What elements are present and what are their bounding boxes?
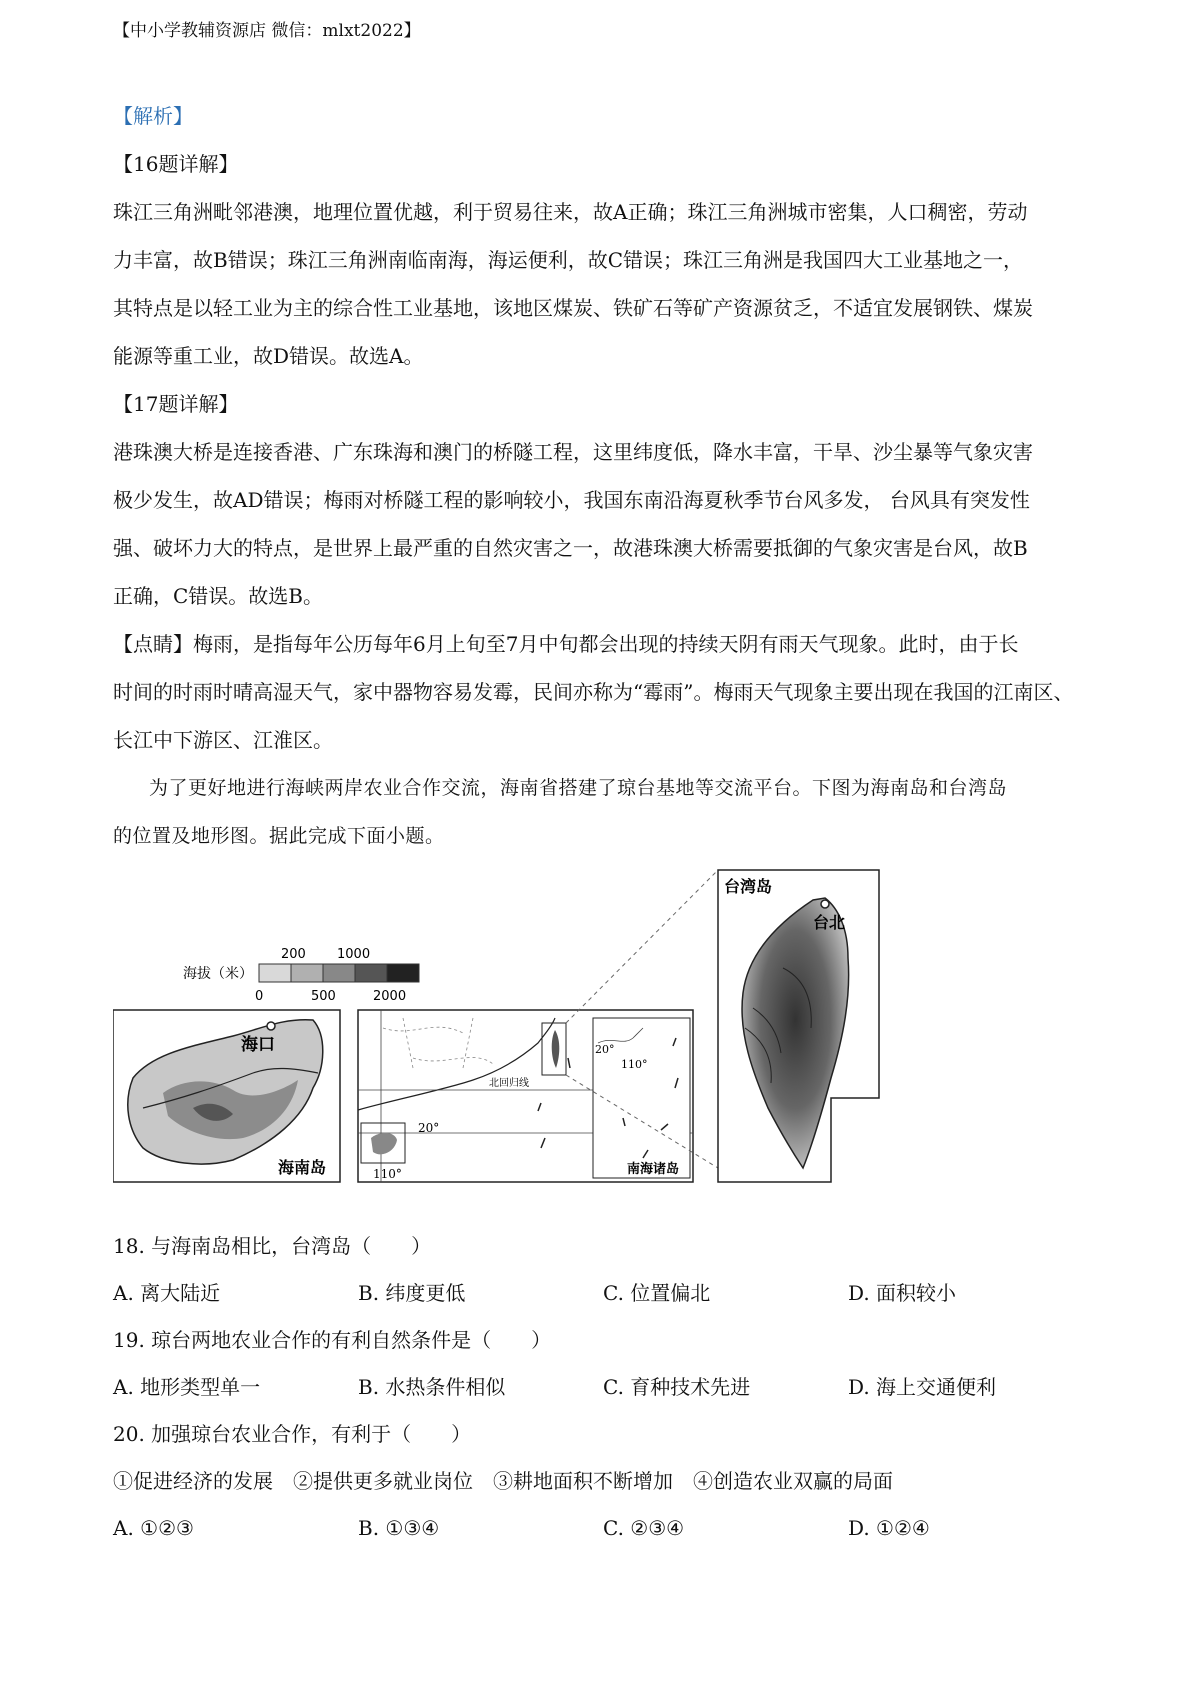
legend-swatch (387, 964, 419, 982)
legend-tick: 500 (311, 989, 336, 1004)
question-18-stem: 18. 与海南岛相比，台湾岛（ ） (113, 1234, 432, 1258)
inset-lon: 110° (621, 1058, 648, 1071)
intro-line: 为了更好地进行海峡两岸农业合作交流，海南省搭建了琼台基地等交流平台。下图为海南岛和台湾岛 (149, 777, 1008, 799)
question-20-statements: ①促进经济的发展 ②提供更多就业岗位 ③耕地面积不断增加 ④创造农业双赢的局面 (113, 1469, 893, 1493)
q17-line: 极少发生，故AD错误；梅雨对桥隧工程的影响较小，我国东南沿海夏秋季节台风多发， 台风具有突发性 (113, 488, 1030, 512)
question-18-options (113, 1270, 1093, 1317)
q16-title: 【16题详解】 (113, 152, 239, 176)
hainan-panel (113, 1010, 340, 1182)
option-c: C. ②③④ (603, 1516, 685, 1540)
legend-swatch (323, 964, 355, 982)
taipei-label: 台北 (813, 913, 846, 932)
connector-line (566, 870, 718, 1023)
map-svg (113, 868, 1093, 1223)
question-20-options (113, 1505, 1093, 1552)
q16-line: 其特点是以轻工业为主的综合性工业基地，该地区煤炭、铁矿石等矿产资源贫乏，不适宜发展钢铁、煤炭 (113, 296, 1033, 320)
option-a: A. ①②③ (113, 1516, 194, 1540)
option-d: D. 海上交通便利 (848, 1375, 997, 1399)
dianjing-line: 长江中下游区、江淮区。 (113, 728, 333, 752)
legend-swatch (355, 964, 387, 982)
q16-line: 珠江三角洲毗邻港澳，地理位置优越，利于贸易往来，故A正确；珠江三角洲城市密集，人口稠密，劳动 (113, 200, 1028, 224)
q17-line: 正确，C错误。故选B。 (113, 584, 323, 608)
q16-line: 力丰富，故B错误；珠江三角洲南临南海，海运便利，故C错误；珠江三角洲是我国四大工业基地之一， (113, 248, 1023, 272)
question-19-options (113, 1364, 1093, 1411)
elevation-legend (183, 947, 419, 1004)
lat-label: 20° (418, 1121, 440, 1135)
legend-tick: 0 (255, 989, 264, 1004)
hainan-label: 海南岛 (278, 1158, 327, 1177)
option-a: A. 离大陆近 (113, 1281, 221, 1305)
legend-tick: 200 (281, 947, 306, 962)
taiwan-panel (718, 870, 879, 1182)
legend-tick: 2000 (373, 989, 407, 1004)
taiwan-label: 台湾岛 (724, 877, 773, 896)
location-panel (358, 1010, 693, 1182)
dianjing-line: 【点睛】梅雨，是指每年公历每年6月上旬至7月中旬都会出现的持续天阴有雨天气现象。此时，由于长 (113, 632, 1019, 656)
haikou-label: 海口 (241, 1035, 275, 1055)
option-b: B. 水热条件相似 (358, 1375, 506, 1399)
question-20-stem: 20. 加强琼台农业合作，有利于（ ） (113, 1422, 472, 1446)
legend-tick: 1000 (337, 947, 371, 962)
option-b: B. 纬度更低 (358, 1281, 466, 1305)
question-19-stem: 19. 琼台两地农业合作的有利自然条件是（ ） (113, 1328, 552, 1352)
page-header-watermark: 【中小学教辅资源店 微信：mlxt2022】 (113, 21, 421, 41)
dianjing-line: 时间的时雨时晴高湿天气，家中器物容易发霉，民间亦称为“霉雨”。梅雨天气现象主要出现在我国的江南区、 (113, 680, 1074, 704)
nanhai-label: 南海诸岛 (627, 1162, 680, 1177)
legend-title: 海拔（米） (183, 966, 253, 982)
option-c: C. 位置偏北 (603, 1281, 711, 1305)
map-figure (113, 868, 1093, 1223)
legend-swatch (259, 964, 291, 982)
intro-line: 的位置及地形图。据此完成下面小题。 (113, 825, 445, 847)
option-a: A. 地形类型单一 (113, 1375, 261, 1399)
nanhai-inset (593, 1018, 690, 1178)
q17-line: 港珠澳大桥是连接香港、广东珠海和澳门的桥隧工程，这里纬度低，降水丰富，干旱、沙尘暴等气象灾害 (113, 440, 1033, 464)
option-d: D. 面积较小 (848, 1281, 957, 1305)
lon-label: 110° (373, 1167, 402, 1181)
option-d: D. ①②④ (848, 1516, 930, 1540)
q17-title: 【17题详解】 (113, 392, 239, 416)
option-c: C. 育种技术先进 (603, 1375, 751, 1399)
haikou-dot (267, 1022, 275, 1030)
option-b: B. ①③④ (358, 1516, 440, 1540)
q16-line: 能源等重工业，故D错误。故选A。 (113, 344, 424, 368)
document-body (113, 92, 1093, 1552)
q17-line: 强、破坏力大的特点，是世界上最严重的自然灾害之一，故港珠澳大桥需要抵御的气象灾害是台风，故B (113, 536, 1028, 560)
taipei-dot (821, 900, 829, 908)
tropic-label: 北回归线 (489, 1078, 529, 1089)
inset-lat: 20° (595, 1043, 615, 1056)
analysis-label: 【解析】 (113, 104, 193, 128)
legend-swatch (291, 964, 323, 982)
